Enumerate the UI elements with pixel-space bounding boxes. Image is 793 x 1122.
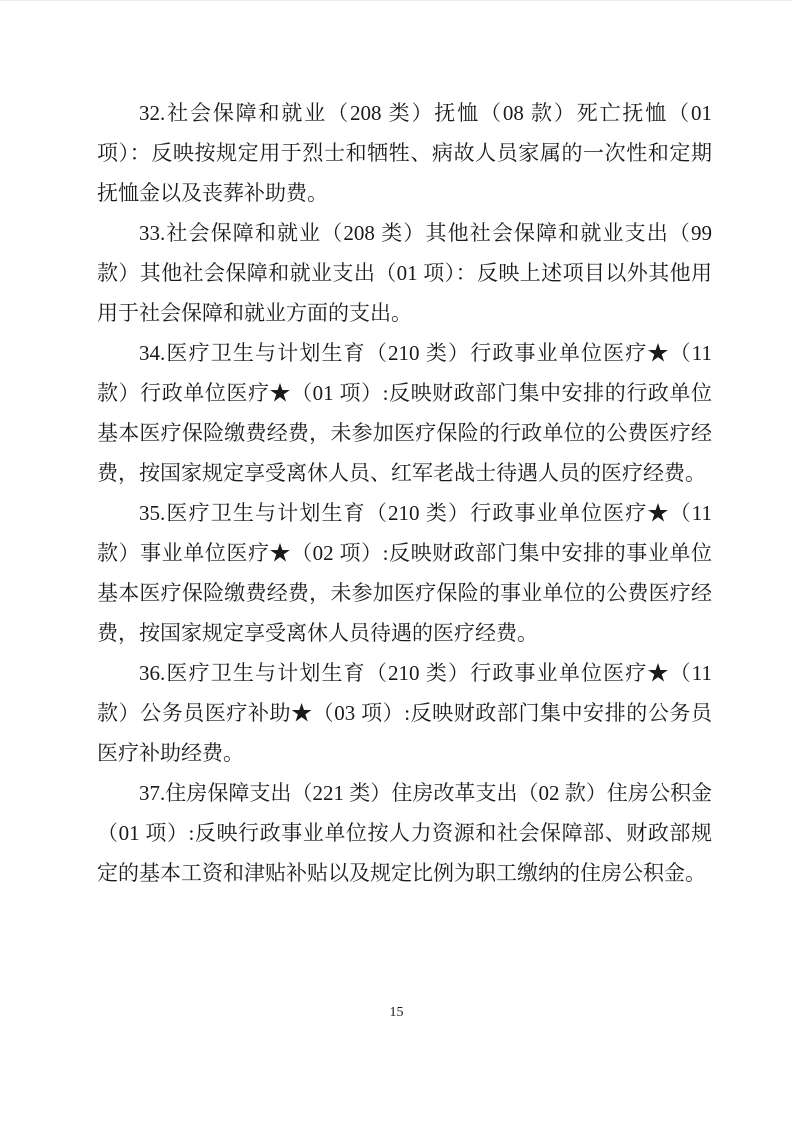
paragraph-33: 33.社会保障和就业（208 类）其他社会保障和就业支出（99 款）其他社会保障和就业支出（01 项）：反映上述项目以外其他用用于社会保障和就业方面的支出。 <box>97 221 712 325</box>
paragraph-32: 32.社会保障和就业（208 类）抚恤（08 款）死亡抚恤（01 项）：反映按规定用于烈士和牺牲、病故人员家属的一次性和定期抚恤金以及丧葬补助费。 <box>97 101 712 205</box>
paragraph-36: 36.医疗卫生与计划生育（210 类）行政事业单位医疗★（11 款）公务员医疗补助★（03 项）:反映财政部门集中安排的公务员医疗补助经费。 <box>97 661 712 765</box>
page-number: 15 <box>389 1005 404 1020</box>
text-body <box>97 93 712 893</box>
paragraph-34: 34.医疗卫生与计划生育（210 类）行政事业单位医疗★（11 款）行政单位医疗★（01 项）:反映财政部门集中安排的行政单位基本医疗保险缴费经费，未参加医疗保险的行政单位的公费医疗经费，按国家规定享受离休人员、红军老战士待遇人员的医疗经费。 <box>97 341 712 485</box>
paragraph-35: 35.医疗卫生与计划生育（210 类）行政事业单位医疗★（11 款）事业单位医疗★（02 项）:反映财政部门集中安排的事业单位基本医疗保险缴费经费，未参加医疗保险的事业单位的公费医疗经费，按国家规定享受离休人员待遇的医疗经费。 <box>97 501 712 645</box>
paragraph-37: 37.住房保障支出（221 类）住房改革支出（02 款）住房公积金（01 项）:反映行政事业单位按人力资源和社会保障部、财政部规定的基本工资和津贴补贴以及规定比例为职工缴纳的住房公积金。 <box>97 781 712 885</box>
